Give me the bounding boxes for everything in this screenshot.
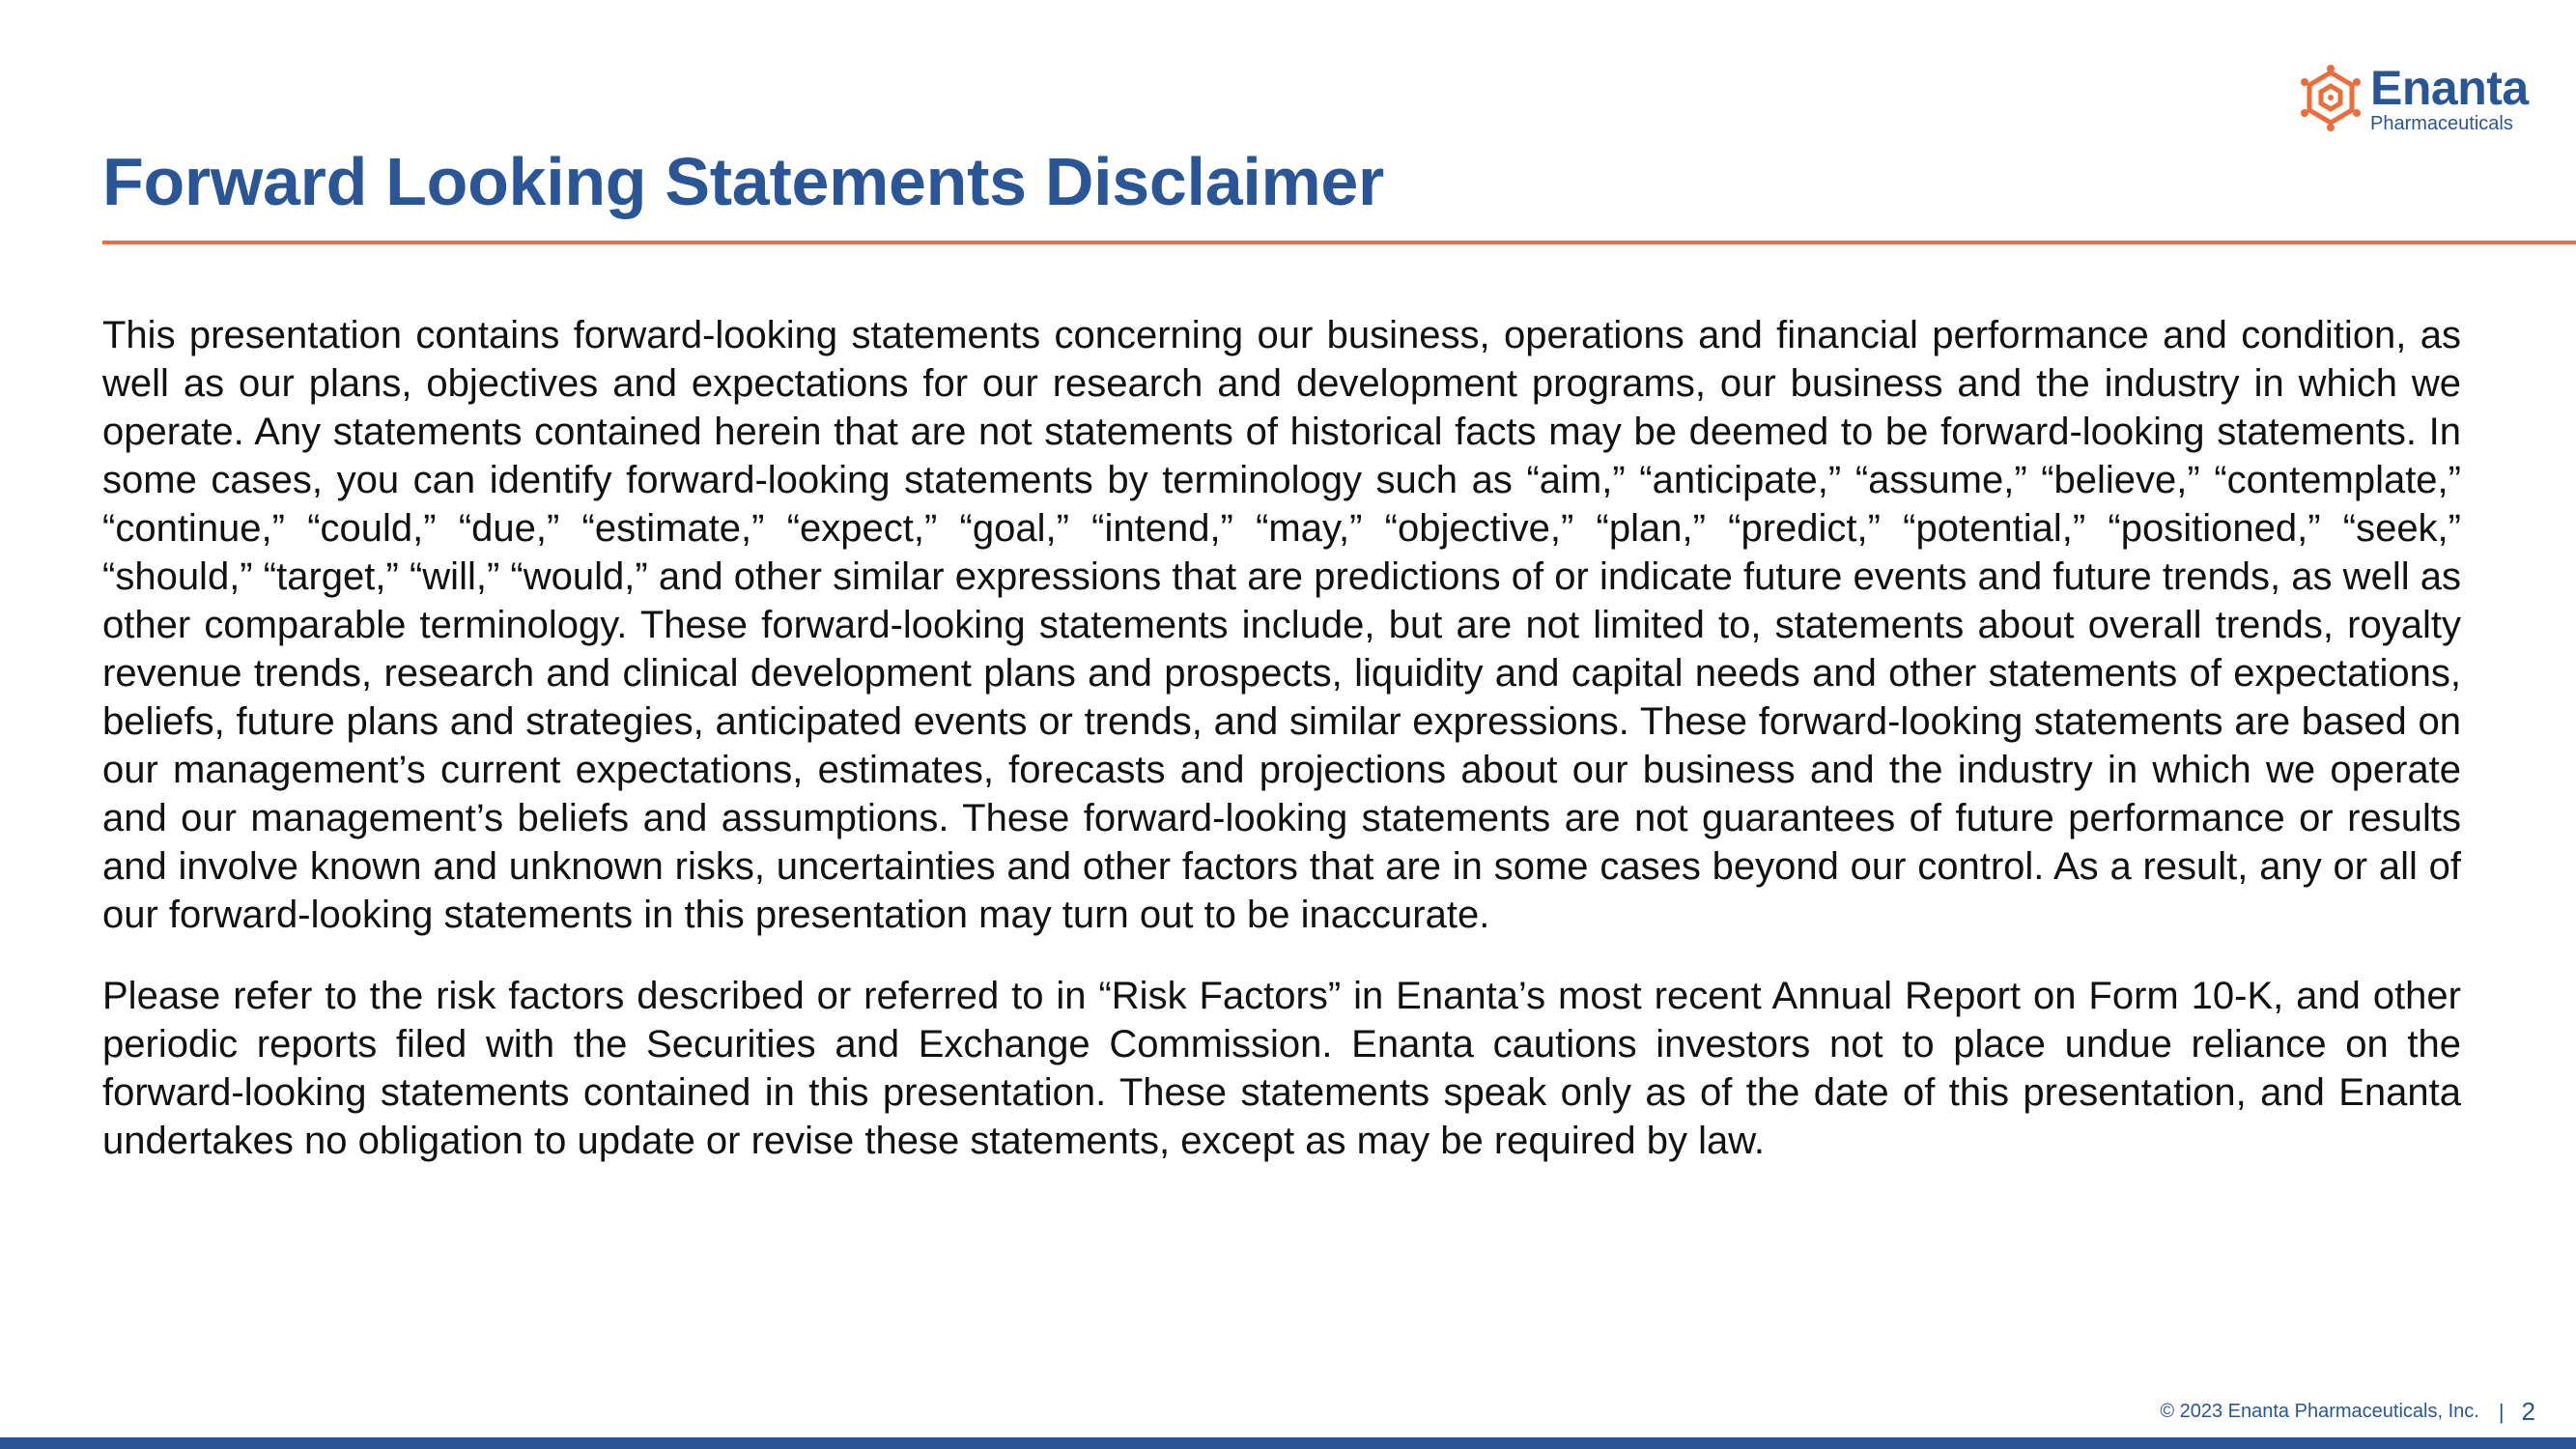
- disclaimer-paragraph-1: This presentation contains forward-looking statements concerning our business, operations and financial performance and condition, as well as our plans, objectives and expectations for our research and development programs, our business and the industry in which we operate. Any statements contained herein that are not statements of historical facts may be deemed to be forward-looking statements. In some cases, you can identify forward-looking statements by terminology such as “aim,” “anticipate,” “assume,” “believe,” “contemplate,” “continue,” “could,” “due,” “estimate,” “expect,” “goal,” “intend,” “may,” “objective,” “plan,” “predict,” “potential,” “positioned,” “seek,” “should,” “target,” “will,” “would,” and other similar expressions that are predictions of or indicate future events and future trends, as well as other comparable terminology. These forward-looking statements include, but are not limited to, statements about overall trends, royalty revenue trends, research and clinical development plans and prospects, liquidity and capital needs and other statements of expectations, beliefs, future plans and strategies, anticipated events or trends, and similar expressions. These forward-looking statements are based on our management’s current expectations, estimates, forecasts and projections about our business and the industry in which we operate and our management’s beliefs and assumptions. These forward-looking statements are not guarantees of future performance or results and involve known and unknown risks, uncertainties and other factors that are in some cases beyond our control. As a result, any or all of our forward-looking statements in this presentation may turn out to be inaccurate.: [102, 314, 2461, 936]
- logo-subtitle: Pharmaceuticals: [2370, 113, 2513, 134]
- footer-separator: |: [2498, 1399, 2505, 1424]
- slide-title: Forward Looking Statements Disclaimer: [102, 144, 1385, 219]
- company-logo: [2299, 60, 2540, 137]
- bottom-accent-bar: [0, 1437, 2576, 1449]
- enanta-hexagon-logo-icon: [2299, 65, 2363, 132]
- logo-name: Enanta: [2370, 61, 2529, 115]
- disclaimer-paragraph-2: Please refer to the risk factors described or referred to in “Risk Factors” in Enanta’s most recent Annual Report on Form 10-K, and other periodic reports filed with the Securities and Exchange Commission. Enanta cautions investors not to place undue reliance on the forward-looking statements contained in this presentation. These statements speak only as of the date of this presentation, and Enanta undertakes no obligation to update or revise these statements, except as may be required by law.: [102, 975, 2461, 1162]
- footer-copyright: © 2023 Enanta Pharmaceuticals, Inc.: [2160, 1401, 2479, 1422]
- disclaimer-body: [102, 311, 2461, 1198]
- title-divider: [102, 241, 2576, 244]
- page-number: 2: [2521, 1397, 2535, 1426]
- slide-footer: [2160, 1397, 2535, 1427]
